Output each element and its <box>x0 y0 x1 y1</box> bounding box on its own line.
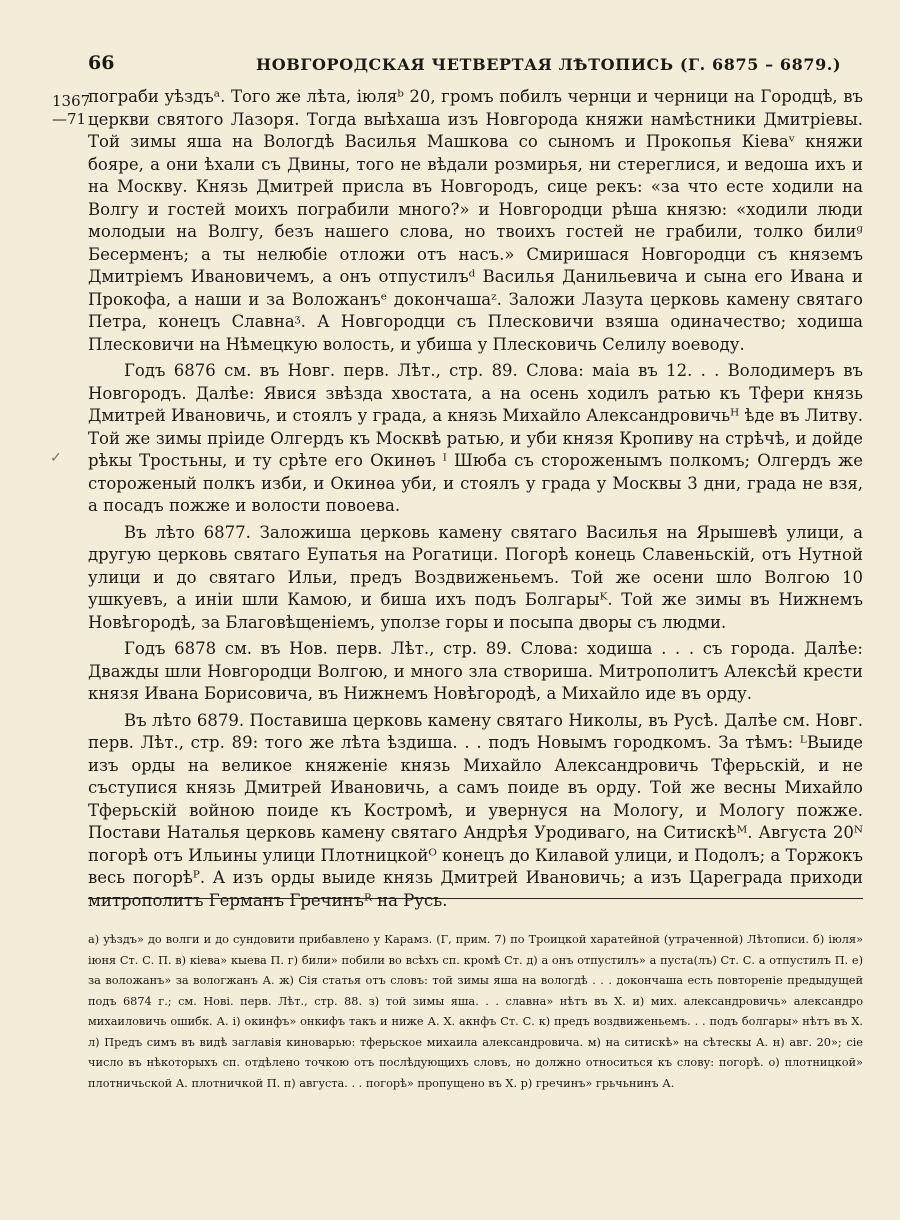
margin-year-range: 1367 —71 <box>52 92 91 128</box>
pencil-mark: ✓ <box>50 450 62 466</box>
paragraph-1: пограби уѣздъᵃ. Того же лѣта, іюляᵇ 20, громъ побилъ чернци и черници на Городцѣ, въ церкви святого Лазоря. Тогда выѣхаша изъ Новгорода княжи намѣстники Дмитріевы. Той зимы яша на Вологдѣ Василья Машкова со сыномъ и Прокопья Кіеваᵛ княжи бояре, а они ѣхали съ Двины, того не вѣдали розмирья, ни стереглися, и ведоша ихъ и на Москву. Князь Дмитрей присла въ Новгородъ, сице рекъ: «за что есте ходили на Волгу и гостей моихъ пограбили много?» и Новгородци рѣша князю: «ходили люди молодыи на Волгу, безъ нашего слова, но твоихъ гостей не грабили, толко билиᶢ Бесерменъ; а ты нелюбіе отложи отъ насъ.» Смиришася Новгородци съ княземъ Дмитріемъ Ивановичемъ, а онъ отпустилъᵈ Василья Данильевича и сына его Ивана и Прокофа, а наши и за Воложанъᵉ докончашаᶻ. Заложи Лазута церковь камену святаго Петра, конецъ Славнаᶾ. А Новгородци съ Плесковичи взяша одиначество; ходиша Плесковичи на Нѣмецкую волость, и убиша у Плесковичь Селилу воеводу. <box>88 87 863 354</box>
page-header <box>88 52 848 82</box>
running-title: НОВГОРОДСКАЯ ЧЕТВЕРТАЯ ЛѢТОПИСЬ (Г. 6875 – 6879.) <box>256 55 842 74</box>
footnote-divider <box>88 898 863 899</box>
paragraph-4: Годъ 6878 см. въ Нов. перв. Лѣт., стр. 89. Слова: ходиша . . . съ города. Далѣе: Дважды шли Новгородци Волгою, и много зла створиша. Митрополитъ Алексѣй крести князя Ивана Борисовича, въ Нижнемъ Новѣгородѣ, а Михайло иде въ орду. <box>88 639 863 703</box>
paragraph-3: Въ лѣто 6877. Заложиша церковь камену святаго Василья на Ярышевѣ улици, а другую церковь святаго Еупатья на Рогатици. Погорѣ конець Славеньскій, отъ Нутной улици и до святаго Ильи, предъ Воздвиженьемъ. Той же осени шло Волгою 10 ушкуевъ, а иніи шли Камою, и биша ихъ подъ Болгарыᴷ. Той же зимы въ Нижнемъ Новѣгородѣ, за Благовѣщеніемъ, уползе горы и посыпа дворы съ людми. <box>88 522 863 632</box>
paragraph-2: Годъ 6876 см. въ Новг. перв. Лѣт., стр. 89. Слова: маіа въ 12. . . Володимеръ въ Новгородъ. Далѣе: Явися звѣзда хвостата, а на осень ходилъ ратью къ Тфери князь Дмитрей Ивановичь, и стоялъ у града, а князь Михайло Александровичьᴴ ѣде въ Литву. Той же зимы пріиде Олгердъ къ Москвѣ ратью, и уби князя Кропиву на стрѣчѣ, и дойде рѣкы Тростьны, и ту срѣте его Окинѳъ ᴵ Шюба съ стороженымъ полкомъ; Олгердъ же стороженый полкъ изби, и Окинѳа уби, и стоялъ у града у Москвы 3 дни, града не взя, а посадъ пожже и волости повоева. <box>88 361 863 515</box>
footnotes: а) уѣздъ» до волги и до сундовити прибавлено у Карамз. (Г, прим. 7) по Троицкой харатейной (утраченной) Лѣтописи. б) іюля» іюня Ст. С. П. в) кіева» кыева П. г) били» побили во всѣхъ сп. кромѣ Ст. д) а онъ отпустилъ» а пуста(лъ) Ст. С. а отпустилъ П. е) за воложанъ» за вологжанъ А. ж) Сія статья отъ словъ: той зимы яша на вологдѣ . . . докончаша есть повтореніе предыдущей подъ 6874 г.; см. Нові. перв. Лѣт., стр. 88. з) той зимы яша. . . славна» нѣтъ въ Х. и) мих. александровичь» александро михаиловичь ошибк. А. і) окинфъ» онкифъ такъ и ниже А. Х. акнфъ Ст. С. к) предъ воздвиженьемъ. . . подъ болгары» нѣтъ въ Х. л) Предъ симъ въ видѣ заглавія киноварью: тферьское михаила александровича. м) на ситискѣ» на сѣтескы А. н) авг. 20»; сіе число въ нѣкоторыхъ сп. отдѣлено точкою отъ послѣдующихъ словъ, но должно относиться къ слову: погорѣ. о) плотницкой» плотничьской А. плотничкой П. п) августа. . . погорѣ» пропущено въ Х. р) гречинъ» грьчьнинъ А. <box>88 933 863 1090</box>
main-text <box>88 86 863 916</box>
page-number: 66 <box>88 52 115 74</box>
paragraph-5: Въ лѣто 6879. Поставиша церковь камену святаго Николы, въ Русѣ. Далѣе см. Новг. перв. Лѣт., стр. 89: того же лѣта ѣздиша. . . подъ Новымъ городкомъ. За тѣмъ: ᴸВыиде изъ орды на великое княженіе князь Михайло Александровичь Тферьскій, и не съступися князь Дмитрей Ивановичь, а самъ поиде въ орду. Той же весны Михайло Тферьскій войною поиде къ Костромѣ, и увернуся на Мологу, и Мологу пожже. Постави Наталья церковь камену святаго Андрѣя Уродиваго, на Ситискѣᴹ. Августа 20ᴺ погорѣ отъ Ильины улици Плотницкойᴼ конецъ до Килавой улици, и Подолъ; а Торжокъ весь погорѣᴾ. А изъ орды выиде князь Дмитрей Ивановичь; а изъ Цареграда приходи митрополитъ Германъ Гречинъᴿ на Русь. <box>88 710 863 910</box>
